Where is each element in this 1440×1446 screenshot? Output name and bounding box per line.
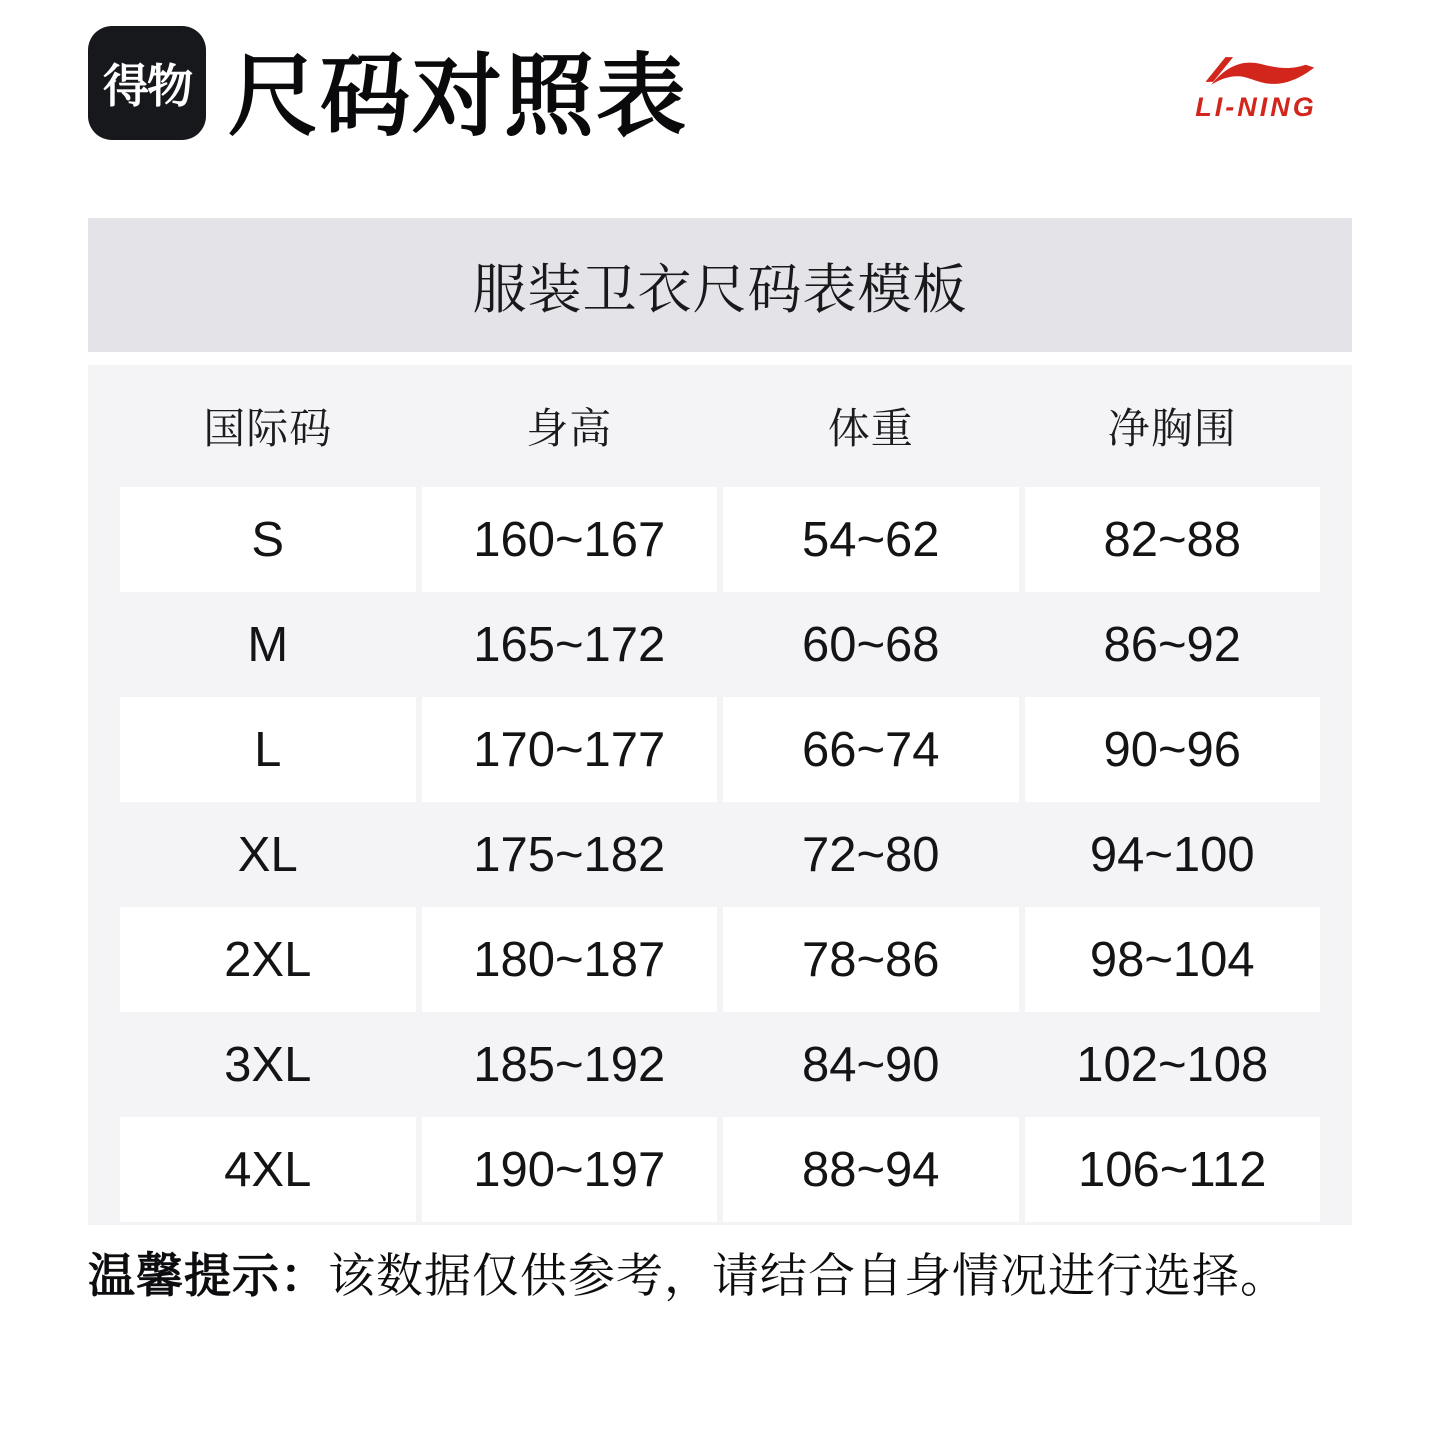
footer-note-text: 该数据仅供参考，请结合自身情况进行选择。 xyxy=(328,1249,1288,1302)
table-row-m xyxy=(120,592,1320,697)
lining-swoosh-icon xyxy=(1194,48,1318,92)
top-header xyxy=(88,0,1352,218)
table-row-l xyxy=(120,697,1320,802)
lining-wordmark: LI-NING xyxy=(1195,92,1317,122)
cell-height: 165~172 xyxy=(473,617,666,672)
cell-size: L xyxy=(120,697,416,802)
table-row-s xyxy=(120,487,1320,592)
cell-height: 185~192 xyxy=(473,1037,666,1092)
cell-height: 160~167 xyxy=(422,487,718,592)
cell-chest: 82~88 xyxy=(1025,487,1321,592)
table-row-2xl xyxy=(120,907,1320,1012)
size-table xyxy=(114,365,1326,1222)
cell-weight: 66~74 xyxy=(723,697,1019,802)
cell-chest: 90~96 xyxy=(1025,697,1321,802)
cell-weight: 54~62 xyxy=(723,487,1019,592)
table-row-3xl xyxy=(120,1012,1320,1117)
column-header-size: 国际码 xyxy=(203,405,333,452)
cell-weight: 72~80 xyxy=(801,827,940,882)
cell-height: 190~197 xyxy=(422,1117,718,1222)
cell-height: 170~177 xyxy=(422,697,718,802)
footer-note xyxy=(88,1245,1352,1307)
page-title: 尺码对照表 xyxy=(228,47,688,147)
dewu-logo-text: 得物 xyxy=(103,60,191,112)
cell-weight: 60~68 xyxy=(801,617,940,672)
cell-height: 180~187 xyxy=(422,907,718,1012)
cell-weight: 84~90 xyxy=(801,1037,940,1092)
table-header-row xyxy=(120,365,1320,487)
cell-size: 4XL xyxy=(120,1117,416,1222)
footer-note-label: 温馨提示： xyxy=(88,1249,328,1302)
lining-logo xyxy=(1194,48,1318,121)
cell-weight: 78~86 xyxy=(723,907,1019,1012)
cell-chest: 106~112 xyxy=(1025,1117,1321,1222)
column-header-height: 身高 xyxy=(526,405,613,452)
dewu-logo xyxy=(88,26,206,140)
chart-title-text: 服装卫衣尺码表模板 xyxy=(472,259,968,320)
size-table-container xyxy=(88,365,1352,1225)
cell-chest: 98~104 xyxy=(1025,907,1321,1012)
table-row-xl xyxy=(120,802,1320,907)
cell-size: 3XL xyxy=(224,1037,312,1092)
cell-height: 175~182 xyxy=(473,827,666,882)
chart-title-banner xyxy=(88,218,1352,352)
cell-chest: 102~108 xyxy=(1076,1037,1269,1092)
cell-chest: 86~92 xyxy=(1103,617,1242,672)
table-row-4xl xyxy=(120,1117,1320,1222)
column-header-weight: 体重 xyxy=(827,405,914,452)
cell-size: 2XL xyxy=(120,907,416,1012)
cell-size: XL xyxy=(237,827,298,882)
cell-size: S xyxy=(120,487,416,592)
column-header-chest: 净胸围 xyxy=(1107,405,1237,452)
cell-size: M xyxy=(247,617,289,672)
cell-chest: 94~100 xyxy=(1089,827,1255,882)
cell-weight: 88~94 xyxy=(723,1117,1019,1222)
